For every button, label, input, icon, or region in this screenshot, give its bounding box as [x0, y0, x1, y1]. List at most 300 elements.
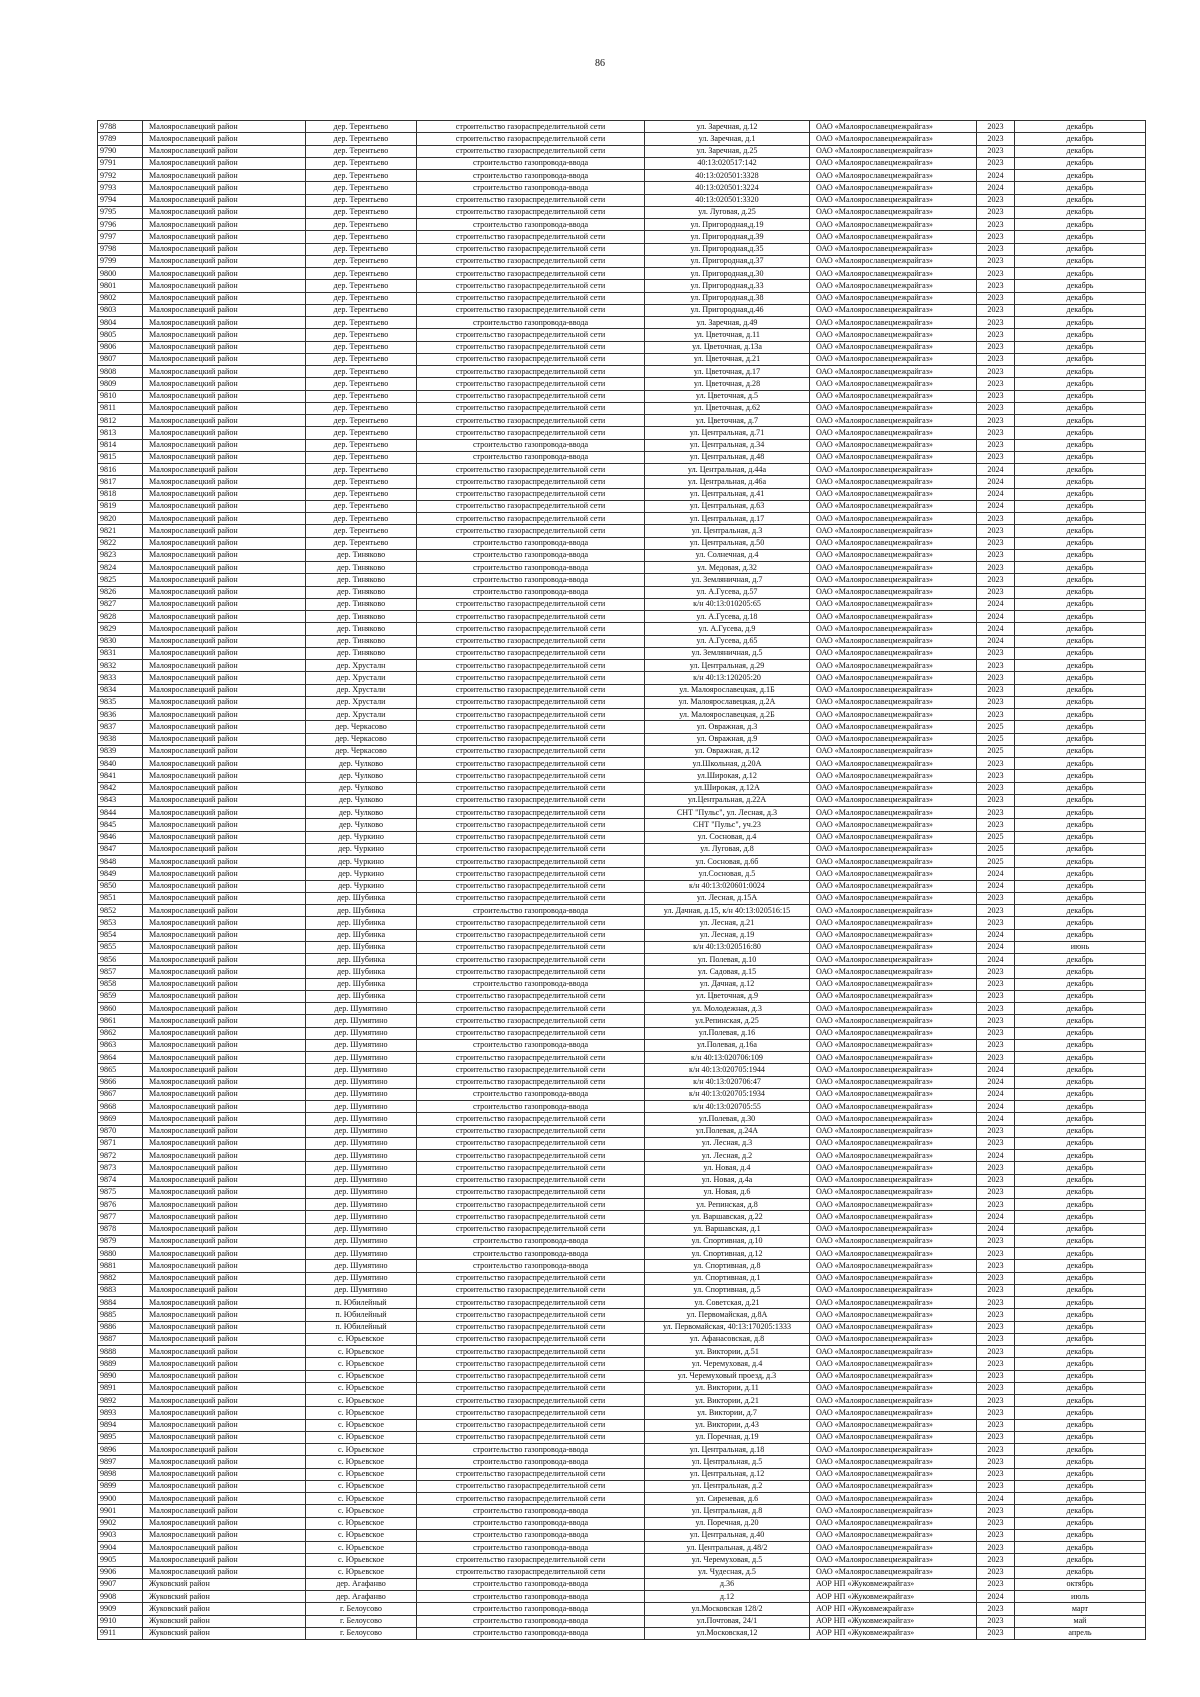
table-row — [98, 1444, 1146, 1456]
organization-cell: АОР НП «Жуковмежрайгаз» — [810, 1627, 977, 1639]
address-cell: ул. Центральная, д.50 — [645, 537, 810, 549]
settlement-cell: дер. Терентьево — [306, 157, 417, 169]
work-type-cell: строительство газораспределительной сети — [417, 1297, 645, 1309]
year-cell: 2024 — [977, 476, 1015, 488]
year-cell: 2023 — [977, 1125, 1015, 1137]
row-number-cell: 9871 — [98, 1137, 143, 1149]
table-row — [98, 231, 1146, 243]
month-cell: декабрь — [1015, 378, 1146, 390]
settlement-cell: дер. Шубинка — [306, 978, 417, 990]
organization-cell: ОАО «Малоярославецмежрайгаз» — [810, 941, 977, 953]
row-number-cell: 9820 — [98, 513, 143, 525]
row-number-cell: 9790 — [98, 145, 143, 157]
month-cell: декабрь — [1015, 611, 1146, 623]
address-cell: ул. Заречная, д.25 — [645, 145, 810, 157]
district-cell: Малоярославецкий район — [143, 672, 306, 684]
table-row — [98, 1358, 1146, 1370]
address-cell: ул. Черемуховый проезд, д.3 — [645, 1370, 810, 1382]
year-cell: 2023 — [977, 1578, 1015, 1590]
work-type-cell: строительство газопровода-ввода — [417, 1444, 645, 1456]
table-row — [98, 451, 1146, 463]
work-type-cell: строительство газораспределительной сети — [417, 709, 645, 721]
table-row — [98, 1346, 1146, 1358]
row-number-cell: 9821 — [98, 525, 143, 537]
work-type-cell: строительство газораспределительной сети — [417, 194, 645, 206]
row-number-cell: 9896 — [98, 1444, 143, 1456]
organization-cell: ОАО «Малоярославецмежрайгаз» — [810, 978, 977, 990]
row-number-cell: 9825 — [98, 574, 143, 586]
work-type-cell: строительство газораспределительной сети — [417, 1211, 645, 1223]
work-type-cell: строительство газопровода-ввода — [417, 1235, 645, 1247]
organization-cell: ОАО «Малоярославецмежрайгаз» — [810, 219, 977, 231]
table-row — [98, 292, 1146, 304]
settlement-cell: с. Юрьевское — [306, 1419, 417, 1431]
work-type-cell: строительство газораспределительной сети — [417, 623, 645, 635]
work-type-cell: строительство газопровода-ввода — [417, 317, 645, 329]
row-number-cell: 9892 — [98, 1395, 143, 1407]
table-row — [98, 905, 1146, 917]
address-cell: ул. Цветочная, д.62 — [645, 402, 810, 414]
address-cell: ул. Заречная, д.49 — [645, 317, 810, 329]
row-number-cell: 9854 — [98, 929, 143, 941]
work-type-cell: строительство газопровода-ввода — [417, 586, 645, 598]
district-cell: Жуковский район — [143, 1578, 306, 1590]
organization-cell: ОАО «Малоярославецмежрайгаз» — [810, 1444, 977, 1456]
work-type-cell: строительство газораспределительной сети — [417, 268, 645, 280]
row-number-cell: 9838 — [98, 733, 143, 745]
table-row — [98, 1578, 1146, 1590]
month-cell: декабрь — [1015, 794, 1146, 806]
district-cell: Малоярославецкий район — [143, 1260, 306, 1272]
address-cell: 40:13:020501:3224 — [645, 182, 810, 194]
organization-cell: ОАО «Малоярославецмежрайгаз» — [810, 990, 977, 1002]
settlement-cell: дер. Шумятино — [306, 1162, 417, 1174]
address-cell: ул. Медовая, д.32 — [645, 562, 810, 574]
address-cell: ул. Спортивная, д.8 — [645, 1260, 810, 1272]
address-cell: ул. Черемуховая, д.5 — [645, 1554, 810, 1566]
settlement-cell: дер. Шубинка — [306, 990, 417, 1002]
year-cell: 2024 — [977, 1076, 1015, 1088]
district-cell: Жуковский район — [143, 1603, 306, 1615]
settlement-cell: с. Юрьевское — [306, 1493, 417, 1505]
month-cell: декабрь — [1015, 280, 1146, 292]
year-cell: 2023 — [977, 121, 1015, 133]
settlement-cell: дер. Шумятино — [306, 1260, 417, 1272]
table-row — [98, 1529, 1146, 1541]
year-cell: 2023 — [977, 549, 1015, 561]
year-cell: 2024 — [977, 598, 1015, 610]
address-cell: ул. Центральная, д.46а — [645, 476, 810, 488]
address-cell: ул. Земляничная, д.7 — [645, 574, 810, 586]
settlement-cell: дер. Хрусталн — [306, 660, 417, 672]
organization-cell: ОАО «Малоярославецмежрайгаз» — [810, 843, 977, 855]
row-number-cell: 9796 — [98, 219, 143, 231]
district-cell: Малоярославецкий район — [143, 427, 306, 439]
year-cell: 2023 — [977, 1468, 1015, 1480]
year-cell: 2023 — [977, 1015, 1015, 1027]
table-row — [98, 341, 1146, 353]
work-type-cell: строительство газораспределительной сети — [417, 353, 645, 365]
settlement-cell: дер. Шумятино — [306, 1015, 417, 1027]
settlement-cell: дер. Терентьево — [306, 513, 417, 525]
settlement-cell: дер. Шумятино — [306, 1235, 417, 1247]
year-cell: 2023 — [977, 1186, 1015, 1198]
organization-cell: ОАО «Малоярославецмежрайгаз» — [810, 770, 977, 782]
month-cell: декабрь — [1015, 170, 1146, 182]
month-cell: декабрь — [1015, 500, 1146, 512]
year-cell: 2024 — [977, 1211, 1015, 1223]
row-number-cell: 9867 — [98, 1088, 143, 1100]
month-cell: декабрь — [1015, 770, 1146, 782]
row-number-cell: 9901 — [98, 1505, 143, 1517]
row-number-cell: 9813 — [98, 427, 143, 439]
row-number-cell: 9793 — [98, 182, 143, 194]
month-cell: декабрь — [1015, 1174, 1146, 1186]
organization-cell: ОАО «Малоярославецмежрайгаз» — [810, 733, 977, 745]
address-cell: ул. Виктории, д.51 — [645, 1346, 810, 1358]
settlement-cell: дер. Тиняково — [306, 647, 417, 659]
year-cell: 2023 — [977, 1529, 1015, 1541]
organization-cell: ОАО «Малоярославецмежрайгаз» — [810, 255, 977, 267]
address-cell: ул. Пригородная,д.38 — [645, 292, 810, 304]
table-row — [98, 1284, 1146, 1296]
district-cell: Малоярославецкий район — [143, 513, 306, 525]
settlement-cell: дер. Черкасово — [306, 733, 417, 745]
settlement-cell: с. Юрьевское — [306, 1370, 417, 1382]
organization-cell: ОАО «Малоярославецмежрайгаз» — [810, 794, 977, 806]
district-cell: Малоярославецкий район — [143, 488, 306, 500]
settlement-cell: п. Юбилейный — [306, 1309, 417, 1321]
year-cell: 2024 — [977, 1591, 1015, 1603]
work-type-cell: строительство газопровода-ввода — [417, 574, 645, 586]
district-cell: Малоярославецкий район — [143, 1505, 306, 1517]
month-cell: декабрь — [1015, 954, 1146, 966]
table-row — [98, 157, 1146, 169]
year-cell: 2024 — [977, 635, 1015, 647]
organization-cell: ОАО «Малоярославецмежрайгаз» — [810, 549, 977, 561]
table-row — [98, 145, 1146, 157]
month-cell: декабрь — [1015, 439, 1146, 451]
work-type-cell: строительство газопровода-ввода — [417, 1088, 645, 1100]
settlement-cell: дер. Терентьево — [306, 304, 417, 316]
settlement-cell: дер. Терентьево — [306, 145, 417, 157]
settlement-cell: дер. Терентьево — [306, 182, 417, 194]
row-number-cell: 9836 — [98, 709, 143, 721]
organization-cell: ОАО «Малоярославецмежрайгаз» — [810, 1101, 977, 1113]
year-cell: 2023 — [977, 292, 1015, 304]
district-cell: Малоярославецкий район — [143, 1064, 306, 1076]
district-cell: Малоярославецкий район — [143, 917, 306, 929]
district-cell: Малоярославецкий район — [143, 745, 306, 757]
settlement-cell: дер. Терентьево — [306, 292, 417, 304]
row-number-cell: 9869 — [98, 1113, 143, 1125]
organization-cell: ОАО «Малоярославецмежрайгаз» — [810, 1505, 977, 1517]
year-cell: 2023 — [977, 1480, 1015, 1492]
year-cell: 2023 — [977, 378, 1015, 390]
organization-cell: ОАО «Малоярославецмежрайгаз» — [810, 1370, 977, 1382]
organization-cell: ОАО «Малоярославецмежрайгаз» — [810, 892, 977, 904]
table-row — [98, 856, 1146, 868]
year-cell: 2023 — [977, 770, 1015, 782]
month-cell: декабрь — [1015, 880, 1146, 892]
table-row — [98, 660, 1146, 672]
organization-cell: ОАО «Малоярославецмежрайгаз» — [810, 1027, 977, 1039]
month-cell: декабрь — [1015, 892, 1146, 904]
settlement-cell: дер. Чулково — [306, 807, 417, 819]
organization-cell: ОАО «Малоярославецмежрайгаз» — [810, 304, 977, 316]
row-number-cell: 9887 — [98, 1333, 143, 1345]
table-row — [98, 1431, 1146, 1443]
district-cell: Малоярославецкий район — [143, 366, 306, 378]
row-number-cell: 9812 — [98, 415, 143, 427]
district-cell: Малоярославецкий район — [143, 1039, 306, 1051]
table-row — [98, 525, 1146, 537]
month-cell: декабрь — [1015, 1480, 1146, 1492]
district-cell: Малоярославецкий район — [143, 733, 306, 745]
row-number-cell: 9898 — [98, 1468, 143, 1480]
table-row — [98, 758, 1146, 770]
row-number-cell: 9908 — [98, 1591, 143, 1603]
work-type-cell: строительство газораспределительной сети — [417, 611, 645, 623]
district-cell: Малоярославецкий район — [143, 1284, 306, 1296]
month-cell: декабрь — [1015, 1199, 1146, 1211]
row-number-cell: 9859 — [98, 990, 143, 1002]
table-row — [98, 549, 1146, 561]
year-cell: 2023 — [977, 1284, 1015, 1296]
table-row — [98, 1554, 1146, 1566]
district-cell: Малоярославецкий район — [143, 1235, 306, 1247]
address-cell: к/н 40:13:020601:0024 — [645, 880, 810, 892]
year-cell: 2023 — [977, 1554, 1015, 1566]
table-row — [98, 1468, 1146, 1480]
month-cell: декабрь — [1015, 1358, 1146, 1370]
address-cell: ул. Центральная, д.63 — [645, 500, 810, 512]
address-cell: ул. Лесная, д.15А — [645, 892, 810, 904]
month-cell: декабрь — [1015, 1529, 1146, 1541]
table-row — [98, 1603, 1146, 1615]
district-cell: Малоярославецкий район — [143, 390, 306, 402]
district-cell: Малоярославецкий район — [143, 133, 306, 145]
work-type-cell: строительство газораспределительной сети — [417, 758, 645, 770]
year-cell: 2023 — [977, 1370, 1015, 1382]
district-cell: Малоярославецкий район — [143, 1333, 306, 1345]
month-cell: декабрь — [1015, 1542, 1146, 1554]
year-cell: 2023 — [977, 1248, 1015, 1260]
table-row — [98, 892, 1146, 904]
work-type-cell: строительство газораспределительной сети — [417, 366, 645, 378]
organization-cell: ОАО «Малоярославецмежрайгаз» — [810, 1248, 977, 1260]
organization-cell: ОАО «Малоярославецмежрайгаз» — [810, 280, 977, 292]
work-type-cell: строительство газопровода-ввода — [417, 562, 645, 574]
address-cell: ул. Центральная, д.48/2 — [645, 1542, 810, 1554]
organization-cell: ОАО «Малоярославецмежрайгаз» — [810, 182, 977, 194]
district-cell: Малоярославецкий район — [143, 292, 306, 304]
address-cell: ул. Центральная, д.5 — [645, 1456, 810, 1468]
district-cell: Малоярославецкий район — [143, 500, 306, 512]
organization-cell: ОАО «Малоярославецмежрайгаз» — [810, 647, 977, 659]
work-type-cell: строительство газораспределительной сети — [417, 427, 645, 439]
district-cell: Малоярославецкий район — [143, 696, 306, 708]
work-type-cell: строительство газораспределительной сети — [417, 1174, 645, 1186]
address-cell: ул. Цветочная, д.13а — [645, 341, 810, 353]
row-number-cell: 9789 — [98, 133, 143, 145]
address-cell: ул. Варшавская, д.1 — [645, 1223, 810, 1235]
month-cell: декабрь — [1015, 733, 1146, 745]
year-cell: 2023 — [977, 758, 1015, 770]
work-type-cell: строительство газораспределительной сети — [417, 513, 645, 525]
organization-cell: ОАО «Малоярославецмежрайгаз» — [810, 476, 977, 488]
address-cell: ул. Цветочная, д.5 — [645, 390, 810, 402]
district-cell: Малоярославецкий район — [143, 1076, 306, 1088]
address-cell: СНТ "Пульс", ул. Лесная, д.3 — [645, 807, 810, 819]
table-row — [98, 1395, 1146, 1407]
organization-cell: ОАО «Малоярославецмежрайгаз» — [810, 1137, 977, 1149]
settlement-cell: дер. Терентьево — [306, 390, 417, 402]
district-cell: Малоярославецкий район — [143, 1248, 306, 1260]
district-cell: Малоярославецкий район — [143, 782, 306, 794]
district-cell: Малоярославецкий район — [143, 1419, 306, 1431]
organization-cell: ОАО «Малоярославецмежрайгаз» — [810, 856, 977, 868]
month-cell: декабрь — [1015, 366, 1146, 378]
year-cell: 2023 — [977, 353, 1015, 365]
district-cell: Малоярославецкий район — [143, 1346, 306, 1358]
year-cell: 2025 — [977, 733, 1015, 745]
settlement-cell: п. Юбилейный — [306, 1321, 417, 1333]
work-type-cell: строительство газораспределительной сети — [417, 206, 645, 218]
month-cell: декабрь — [1015, 709, 1146, 721]
settlement-cell: дер. Тиняково — [306, 586, 417, 598]
address-cell: ул. Солнечная, д.4 — [645, 549, 810, 561]
work-type-cell: строительство газораспределительной сети — [417, 390, 645, 402]
district-cell: Малоярославецкий район — [143, 1309, 306, 1321]
organization-cell: ОАО «Малоярославецмежрайгаз» — [810, 562, 977, 574]
row-number-cell: 9905 — [98, 1554, 143, 1566]
organization-cell: ОАО «Малоярославецмежрайгаз» — [810, 1517, 977, 1529]
table-row — [98, 194, 1146, 206]
row-number-cell: 9801 — [98, 280, 143, 292]
row-number-cell: 9907 — [98, 1578, 143, 1590]
year-cell: 2023 — [977, 1333, 1015, 1345]
work-type-cell: строительство газораспределительной сети — [417, 1284, 645, 1296]
table-row — [98, 206, 1146, 218]
settlement-cell: дер. Агафанво — [306, 1591, 417, 1603]
address-cell: ул. Лесная, д.21 — [645, 917, 810, 929]
month-cell: декабрь — [1015, 1297, 1146, 1309]
settlement-cell: дер. Терентьево — [306, 280, 417, 292]
district-cell: Малоярославецкий район — [143, 182, 306, 194]
table-row — [98, 1370, 1146, 1382]
address-cell: к/н 40:13:120205:20 — [645, 672, 810, 684]
district-cell: Малоярославецкий район — [143, 819, 306, 831]
month-cell: декабрь — [1015, 1309, 1146, 1321]
address-cell: ул. Новая, д.4а — [645, 1174, 810, 1186]
address-cell: ул. Садовая, д.15 — [645, 966, 810, 978]
settlement-cell: дер. Чуркино — [306, 868, 417, 880]
month-cell: декабрь — [1015, 1125, 1146, 1137]
table-row — [98, 1015, 1146, 1027]
settlement-cell: дер. Шумятино — [306, 1003, 417, 1015]
row-number-cell: 9840 — [98, 758, 143, 770]
month-cell: декабрь — [1015, 574, 1146, 586]
table-row — [98, 329, 1146, 341]
settlement-cell: дер. Тиняково — [306, 635, 417, 647]
work-type-cell: строительство газораспределительной сети — [417, 954, 645, 966]
work-type-cell: строительство газораспределительной сети — [417, 1493, 645, 1505]
organization-cell: ОАО «Малоярославецмежрайгаз» — [810, 905, 977, 917]
work-type-cell: строительство газопровода-ввода — [417, 157, 645, 169]
row-number-cell: 9810 — [98, 390, 143, 402]
organization-cell: ОАО «Малоярославецмежрайгаз» — [810, 1015, 977, 1027]
address-cell: ул. Центральная, д.12 — [645, 1468, 810, 1480]
district-cell: Малоярославецкий район — [143, 574, 306, 586]
address-cell: СНТ "Пульс", уч.23 — [645, 819, 810, 831]
address-cell: 40:13:020501:3328 — [645, 170, 810, 182]
month-cell: декабрь — [1015, 1431, 1146, 1443]
district-cell: Малоярославецкий район — [143, 1444, 306, 1456]
district-cell: Малоярославецкий район — [143, 598, 306, 610]
organization-cell: ОАО «Малоярославецмежрайгаз» — [810, 1211, 977, 1223]
table-row — [98, 696, 1146, 708]
settlement-cell: дер. Терентьево — [306, 170, 417, 182]
year-cell: 2023 — [977, 660, 1015, 672]
address-cell: ул. Черемуховая, д.4 — [645, 1358, 810, 1370]
address-cell: ул.Полевая, д.16а — [645, 1039, 810, 1051]
year-cell: 2023 — [977, 451, 1015, 463]
settlement-cell: дер. Терентьево — [306, 378, 417, 390]
work-type-cell: строительство газопровода-ввода — [417, 451, 645, 463]
table-row — [98, 647, 1146, 659]
table-row — [98, 586, 1146, 598]
month-cell: декабрь — [1015, 525, 1146, 537]
district-cell: Малоярославецкий район — [143, 758, 306, 770]
table-row — [98, 1382, 1146, 1394]
address-cell: ул. Пригородная,д.19 — [645, 219, 810, 231]
district-cell: Малоярославецкий район — [143, 660, 306, 672]
district-cell: Малоярославецкий район — [143, 1370, 306, 1382]
row-number-cell: 9872 — [98, 1150, 143, 1162]
table-row — [98, 1101, 1146, 1113]
organization-cell: ОАО «Малоярославецмежрайгаз» — [810, 353, 977, 365]
year-cell: 2024 — [977, 1088, 1015, 1100]
table-row — [98, 1260, 1146, 1272]
year-cell: 2023 — [977, 905, 1015, 917]
address-cell: ул. Лесная, д.2 — [645, 1150, 810, 1162]
year-cell: 2023 — [977, 1297, 1015, 1309]
work-type-cell: строительство газораспределительной сети — [417, 292, 645, 304]
organization-cell: ОАО «Малоярославецмежрайгаз» — [810, 1480, 977, 1492]
address-cell: ул. Пригородная,д.35 — [645, 243, 810, 255]
settlement-cell: дер. Терентьево — [306, 415, 417, 427]
month-cell: декабрь — [1015, 1162, 1146, 1174]
year-cell: 2023 — [977, 537, 1015, 549]
work-type-cell: строительство газопровода-ввода — [417, 1039, 645, 1051]
row-number-cell: 9851 — [98, 892, 143, 904]
month-cell: декабрь — [1015, 635, 1146, 647]
month-cell: декабрь — [1015, 1186, 1146, 1198]
year-cell: 2023 — [977, 1052, 1015, 1064]
settlement-cell: г. Белоусово — [306, 1627, 417, 1639]
work-type-cell: строительство газораспределительной сети — [417, 1321, 645, 1333]
work-type-cell: строительство газораспределительной сети — [417, 917, 645, 929]
year-cell: 2023 — [977, 1174, 1015, 1186]
organization-cell: ОАО «Малоярославецмежрайгаз» — [810, 1174, 977, 1186]
year-cell: 2023 — [977, 1505, 1015, 1517]
month-cell: декабрь — [1015, 966, 1146, 978]
row-number-cell: 9815 — [98, 451, 143, 463]
table-row — [98, 1199, 1146, 1211]
row-number-cell: 9900 — [98, 1493, 143, 1505]
organization-cell: ОАО «Малоярославецмежрайгаз» — [810, 1088, 977, 1100]
